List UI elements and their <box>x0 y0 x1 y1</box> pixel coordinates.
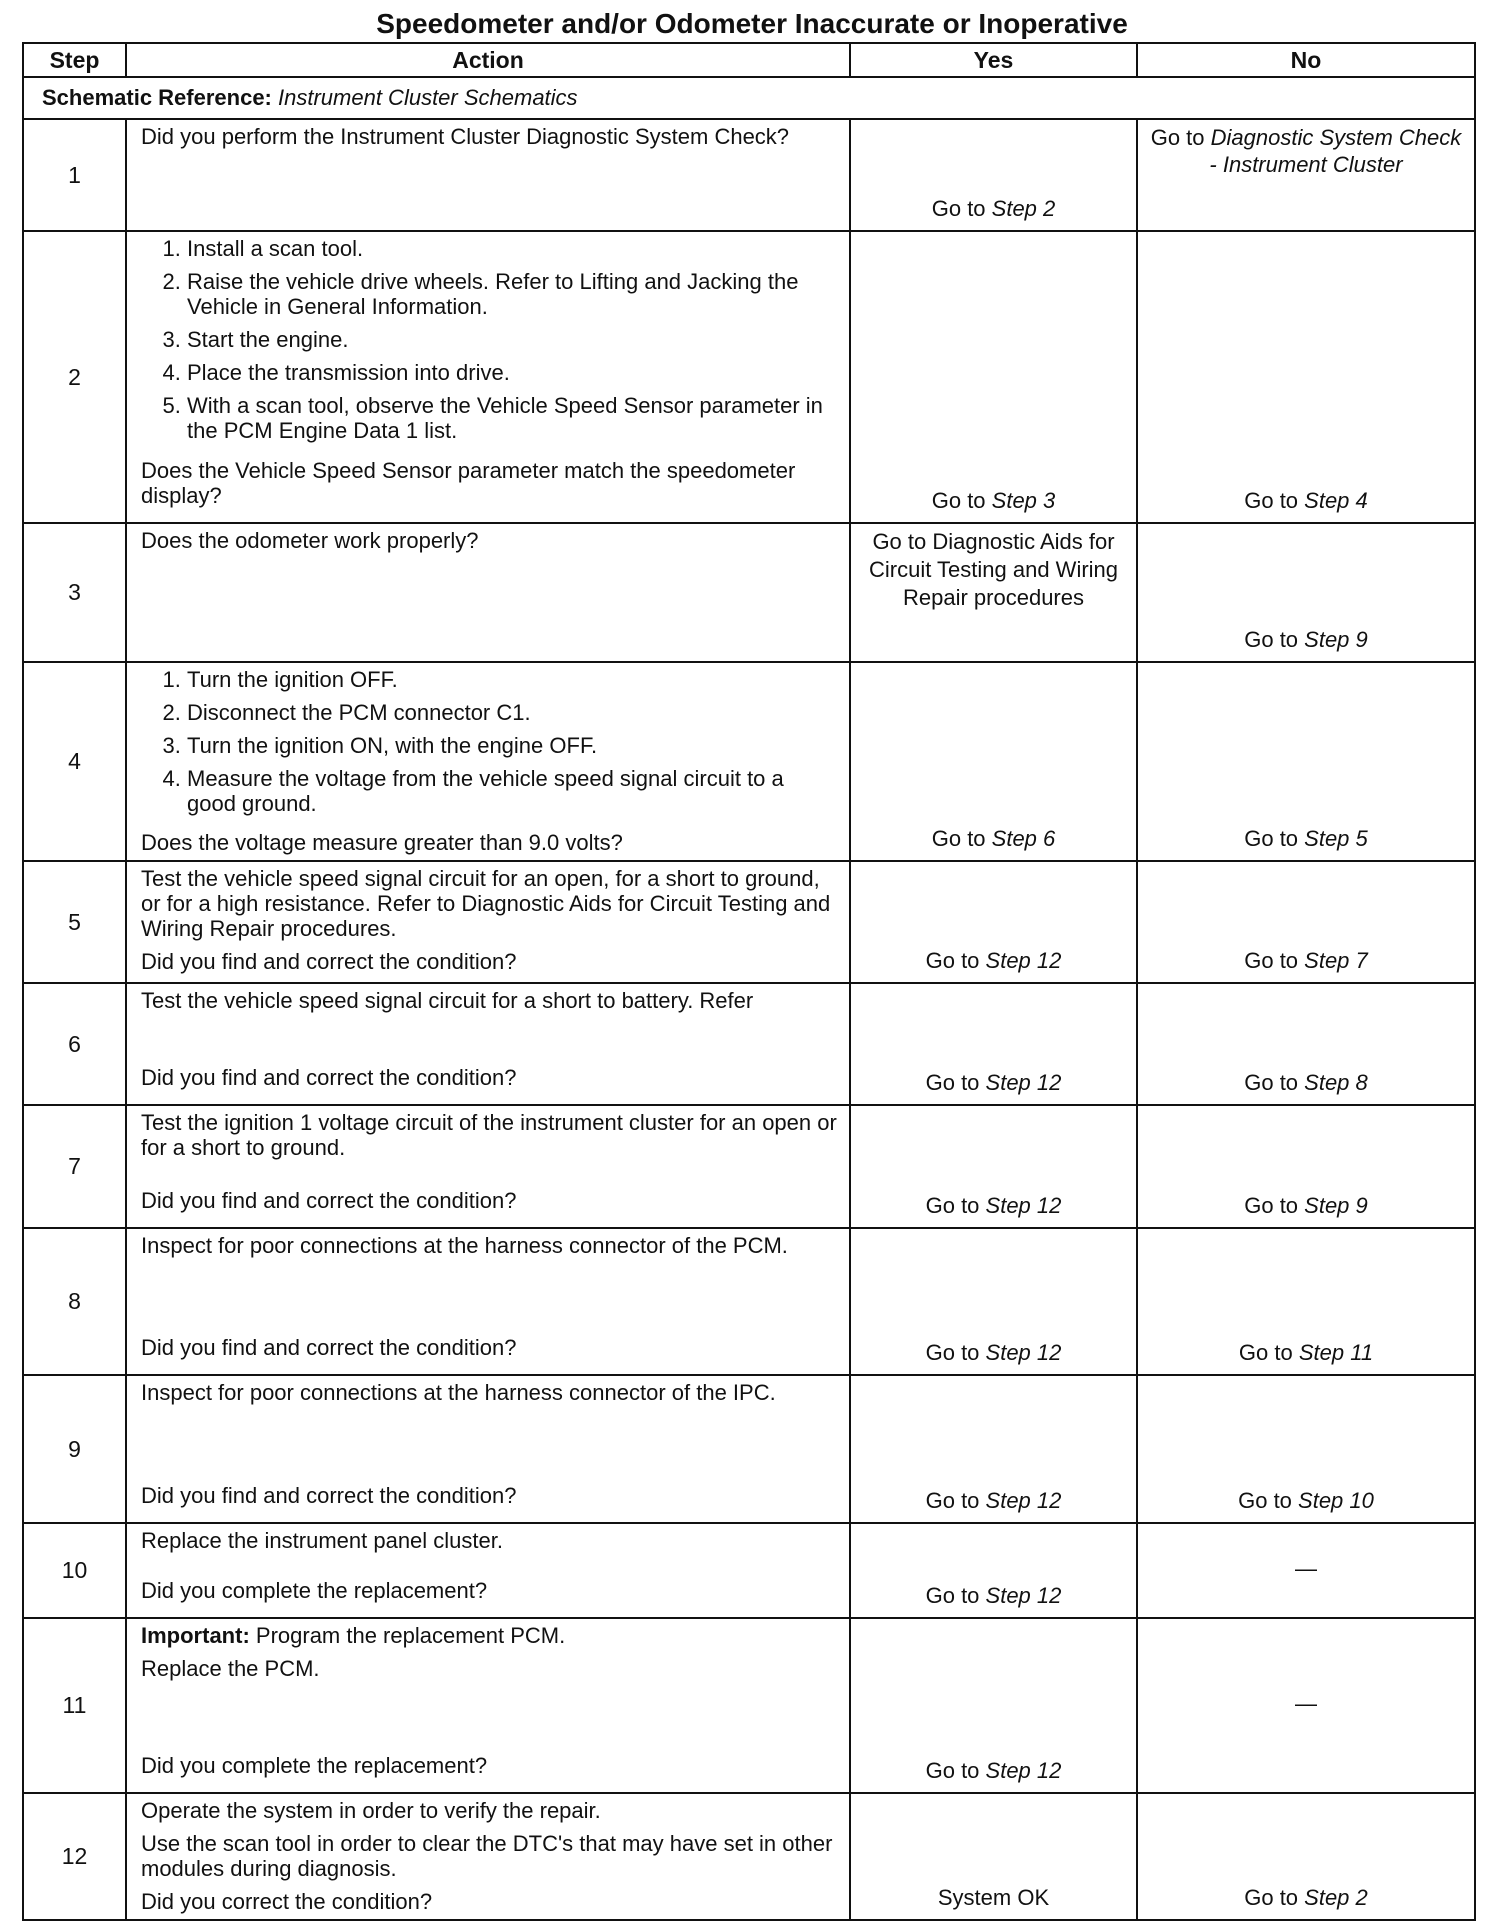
action-cell <box>126 1105 850 1228</box>
action-text: Use the scan tool in order to clear the DTC's that may have set in other modules during diagnosis. <box>141 1831 833 1881</box>
no-outcome-link[interactable]: Step 8 <box>1304 1070 1368 1095</box>
no-outcome-prefix: Go to <box>1244 826 1305 851</box>
yes-outcome-prefix: Go to <box>931 196 992 221</box>
action-text: Test the vehicle speed signal circuit for an open, for a short to ground, or for a high resistance. Refer to Diagnostic Aids for Circuit Testing and Wiring Repair procedures. <box>141 866 831 941</box>
list-item: 4. Measure the voltage from the vehicle speed signal circuit to a good ground. <box>187 766 837 816</box>
no-outcome-link[interactable]: Step 4 <box>1304 488 1368 513</box>
no-outcome-link[interactable]: Step 7 <box>1304 948 1368 973</box>
action-cell <box>126 1618 850 1793</box>
step-number: 9 <box>23 1375 126 1523</box>
no-outcome <box>1137 1228 1475 1375</box>
schematic-reference-row <box>23 77 1475 119</box>
no-outcome-prefix: Go to <box>1244 627 1305 652</box>
action-text: Test the ignition 1 voltage circuit of the instrument cluster for an open or for a short to ground. <box>141 1110 837 1160</box>
yes-outcome-link[interactable]: Step 12 <box>985 948 1062 973</box>
table-row <box>23 119 1475 231</box>
yes-outcome-link[interactable]: Step 12 <box>985 1193 1062 1218</box>
yes-outcome-prefix: Go to <box>925 1583 986 1608</box>
no-outcome <box>1137 1105 1475 1228</box>
yes-outcome-prefix: Go to <box>925 1340 986 1365</box>
list-item: 1. Turn the ignition OFF. <box>187 667 837 692</box>
no-outcome <box>1137 1793 1475 1920</box>
action-text: Test the vehicle speed signal circuit for a short to battery. Refer <box>141 988 754 1013</box>
no-outcome-text: — <box>1295 1690 1317 1716</box>
action-text: Did you perform the Instrument Cluster Diagnostic System Check? <box>141 124 790 149</box>
step-number: 6 <box>23 983 126 1105</box>
page-title: Speedometer and/or Odometer Inaccurate or Inoperative <box>376 8 1128 39</box>
table-row <box>23 1105 1475 1228</box>
yes-outcome-link[interactable]: Step 12 <box>985 1758 1062 1783</box>
table-row <box>23 523 1475 662</box>
yes-outcome <box>850 119 1137 231</box>
step-number: 7 <box>23 1105 126 1228</box>
diagnostic-table <box>22 42 1476 1921</box>
no-outcome-link[interactable]: Step 9 <box>1304 627 1368 652</box>
no-outcome <box>1137 983 1475 1105</box>
action-question: Did you find and correct the condition? <box>141 1483 517 1508</box>
step-number: 5 <box>23 861 126 983</box>
no-outcome-text: — <box>1295 1555 1317 1581</box>
action-question: Did you complete the replacement? <box>141 1753 488 1778</box>
yes-outcome-link[interactable]: Step 12 <box>985 1070 1062 1095</box>
table-row <box>23 231 1475 523</box>
list-item: 5. With a scan tool, observe the Vehicle Speed Sensor parameter in the PCM Engine Data 1 list. <box>187 393 837 443</box>
header-row <box>23 43 1475 77</box>
important-note <box>141 1623 837 1648</box>
no-outcome-prefix: Go to <box>1238 1340 1299 1365</box>
table-row <box>23 1793 1475 1920</box>
action-text: Replace the instrument panel cluster. <box>141 1528 503 1553</box>
yes-outcome <box>850 983 1137 1105</box>
yes-outcome-link[interactable]: Step 6 <box>991 826 1056 851</box>
yes-outcome <box>850 523 1137 662</box>
list-item: 2. Disconnect the PCM connector C1. <box>187 700 837 725</box>
yes-outcome <box>850 1618 1137 1793</box>
step-number: 1 <box>23 119 126 231</box>
step-number: 11 <box>23 1618 126 1793</box>
no-outcome-prefix: Go to <box>1244 488 1305 513</box>
header-yes: Yes <box>850 43 1137 77</box>
no-outcome-link[interactable]: Step 5 <box>1304 826 1368 851</box>
step-number: 10 <box>23 1523 126 1618</box>
yes-outcome <box>850 1228 1137 1375</box>
action-text: Inspect for poor connections at the harness connector of the IPC. <box>141 1380 776 1405</box>
schematic-reference-label: Schematic Reference: <box>42 85 272 110</box>
yes-outcome-prefix: Go to <box>931 826 992 851</box>
step-number: 4 <box>23 662 126 861</box>
table-row <box>23 983 1475 1105</box>
no-outcome-prefix: Go to <box>1244 948 1305 973</box>
action-question: Does the voltage measure greater than 9.0 volts? <box>141 830 623 855</box>
no-outcome <box>1137 523 1475 662</box>
list-item: 2. Raise the vehicle drive wheels. Refer to Lifting and Jacking the Vehicle in General Information. <box>187 269 837 319</box>
no-outcome-link[interactable]: Step 11 <box>1298 1340 1374 1365</box>
no-outcome-link[interactable]: Step 9 <box>1304 1193 1368 1218</box>
action-text: Does the odometer work properly? <box>141 528 479 553</box>
no-outcome-prefix: Go to <box>1238 1488 1299 1513</box>
no-outcome-prefix: Go to <box>1244 1070 1305 1095</box>
action-question: Did you find and correct the condition? <box>141 949 517 974</box>
yes-outcome-link[interactable]: Step 2 <box>991 196 1056 221</box>
action-cell <box>126 1793 850 1920</box>
action-question: Did you find and correct the condition? <box>141 1065 517 1090</box>
schematic-reference <box>23 77 1475 119</box>
step-number: 2 <box>23 231 126 523</box>
yes-outcome-link[interactable]: Step 12 <box>985 1583 1062 1608</box>
header-step: Step <box>23 43 126 77</box>
action-cell <box>126 861 850 983</box>
action-question: Did you correct the condition? <box>141 1889 433 1914</box>
no-outcome <box>1137 662 1475 861</box>
action-cell <box>126 523 850 662</box>
no-outcome-link[interactable]: Diagnostic System Check - Instrument Cluster <box>1209 125 1462 177</box>
schematic-reference-link[interactable]: Instrument Cluster Schematics <box>278 85 578 110</box>
action-question: Does the Vehicle Speed Sensor parameter match the speedometer display? <box>141 458 796 508</box>
table-row <box>23 1228 1475 1375</box>
yes-outcome <box>850 1105 1137 1228</box>
yes-outcome <box>850 231 1137 523</box>
step-number: 12 <box>23 1793 126 1920</box>
table-row <box>23 662 1475 861</box>
no-outcome <box>1137 861 1475 983</box>
action-cell <box>126 662 850 861</box>
yes-outcome <box>850 1375 1137 1523</box>
step-number: 3 <box>23 523 126 662</box>
no-outcome-prefix: Go to <box>1244 1193 1305 1218</box>
step-number: 8 <box>23 1228 126 1375</box>
no-outcome <box>1137 119 1475 231</box>
no-outcome <box>1137 1618 1475 1793</box>
list-item: 3. Start the engine. <box>187 327 837 352</box>
action-question: Did you complete the replacement? <box>141 1578 488 1603</box>
important-text: Program the replacement PCM. <box>255 1623 566 1648</box>
action-cell <box>126 119 850 231</box>
table-row <box>23 1375 1475 1523</box>
important-label: Important: <box>141 1623 256 1648</box>
no-outcome-prefix: Go to <box>1244 1885 1305 1910</box>
yes-outcome-prefix: Go to <box>925 1758 986 1783</box>
no-outcome <box>1137 231 1475 523</box>
action-question: Did you find and correct the condition? <box>141 1335 517 1360</box>
action-cell <box>126 983 850 1105</box>
yes-outcome-link[interactable]: Step 3 <box>991 488 1056 513</box>
yes-outcome <box>850 1793 1137 1920</box>
no-outcome-prefix: Go to <box>1150 125 1211 150</box>
yes-outcome <box>850 861 1137 983</box>
no-outcome <box>1137 1375 1475 1523</box>
list-item: 3. Turn the ignition ON, with the engine OFF. <box>187 733 837 758</box>
action-steps-list <box>141 236 837 451</box>
header-no: No <box>1137 43 1475 77</box>
yes-outcome-prefix: Go to <box>925 1488 986 1513</box>
action-cell <box>126 1375 850 1523</box>
yes-outcome-text[interactable]: Go to Diagnostic Aids for Circuit Testing and Wiring Repair procedures <box>868 529 1119 610</box>
list-item: 1. Install a scan tool. <box>187 236 837 261</box>
yes-outcome-prefix: Go to <box>925 1193 986 1218</box>
yes-outcome-link[interactable]: Step 12 <box>985 1340 1062 1365</box>
action-cell <box>126 1228 850 1375</box>
no-outcome <box>1137 1523 1475 1618</box>
header-action: Action <box>126 43 850 77</box>
no-outcome-link[interactable]: Step 2 <box>1304 1885 1368 1910</box>
action-text: Inspect for poor connections at the harness connector of the PCM. <box>141 1233 788 1258</box>
action-text: Operate the system in order to verify the repair. <box>141 1798 601 1823</box>
action-text: Replace the PCM. <box>141 1656 320 1681</box>
action-question: Did you find and correct the condition? <box>141 1188 517 1213</box>
table-row <box>23 1523 1475 1618</box>
action-steps-list <box>141 667 837 824</box>
yes-outcome-prefix: Go to <box>931 488 992 513</box>
yes-outcome <box>850 662 1137 861</box>
yes-outcome <box>850 1523 1137 1618</box>
table-row <box>23 861 1475 983</box>
yes-outcome-link[interactable]: Step 12 <box>985 1488 1062 1513</box>
action-cell <box>126 231 850 523</box>
action-cell <box>126 1523 850 1618</box>
list-item: 4. Place the transmission into drive. <box>187 360 837 385</box>
no-outcome-link[interactable]: Step 10 <box>1298 1488 1374 1513</box>
yes-outcome-text[interactable]: System OK <box>937 1885 1050 1910</box>
yes-outcome-prefix: Go to <box>925 1070 986 1095</box>
yes-outcome-prefix: Go to <box>925 948 986 973</box>
table-row <box>23 1618 1475 1793</box>
